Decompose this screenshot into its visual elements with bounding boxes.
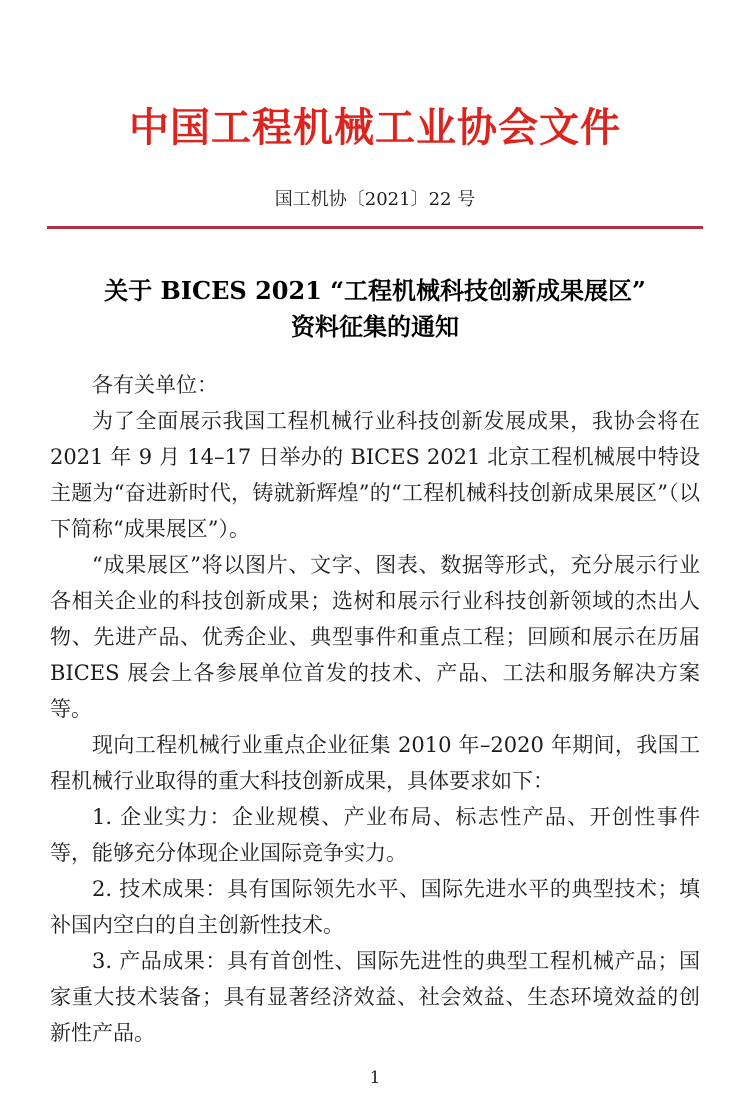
document-body [50, 367, 700, 1051]
paragraph-intro: 为了全面展示我国工程机械行业科技创新发展成果，我协会将在 2021 年 9 月 14–17 日举办的 BICES 2021 北京工程机械展中特设主题为“奋进新时代，铸就新辉煌”的“工程机械科技创新成果展区”（以下简称“成果展区”）。 [50, 409, 700, 541]
paragraph-exhibit-description: “成果展区”将以图片、文字、图表、数据等形式，充分展示行业各相关企业的科技创新成果；选树和展示行业科技创新领域的杰出人物、先进产品、优秀企业、典型事件和重点工程；回顾和展示在历届 BICES 展会上各参展单位首发的技术、产品、工法和服务解决方案等。 [50, 553, 700, 721]
document-title-line2: 资料征集的通知 [291, 312, 459, 341]
paragraph-collection-scope: 现向工程机械行业重点企业征集 2010 年–2020 年期间，我国工程机械行业取得的重大科技创新成果，具体要求如下： [50, 733, 700, 793]
requirement-item-1: 1. 企业实力：企业规模、产业布局、标志性产品、开创性事件等，能够充分体现企业国际竞争实力。 [50, 805, 700, 865]
red-separator-rule [47, 226, 703, 229]
requirement-item-2: 2. 技术成果：具有国际领先水平、国际先进水平的典型技术；填补国内空白的自主创新性技术。 [50, 877, 700, 937]
issuing-organization-title: 中国工程机械工业协会文件 [129, 104, 621, 151]
document-title [50, 273, 700, 345]
page-number: 1 [369, 1068, 381, 1088]
document-title-line1: 关于 BICES 2021 “工程机械科技创新成果展区” [104, 276, 646, 305]
document-content [0, 102, 750, 1051]
salutation: 各有关单位： [92, 373, 218, 397]
requirement-item-3: 3. 产品成果：具有首创性、国际先进性的典型工程机械产品；国家重大技术装备；具有显著经济效益、社会效益、生态环境效益的创新性产品。 [50, 949, 700, 1045]
document-reference-number: 国工机协〔2021〕22 号 [274, 189, 476, 210]
